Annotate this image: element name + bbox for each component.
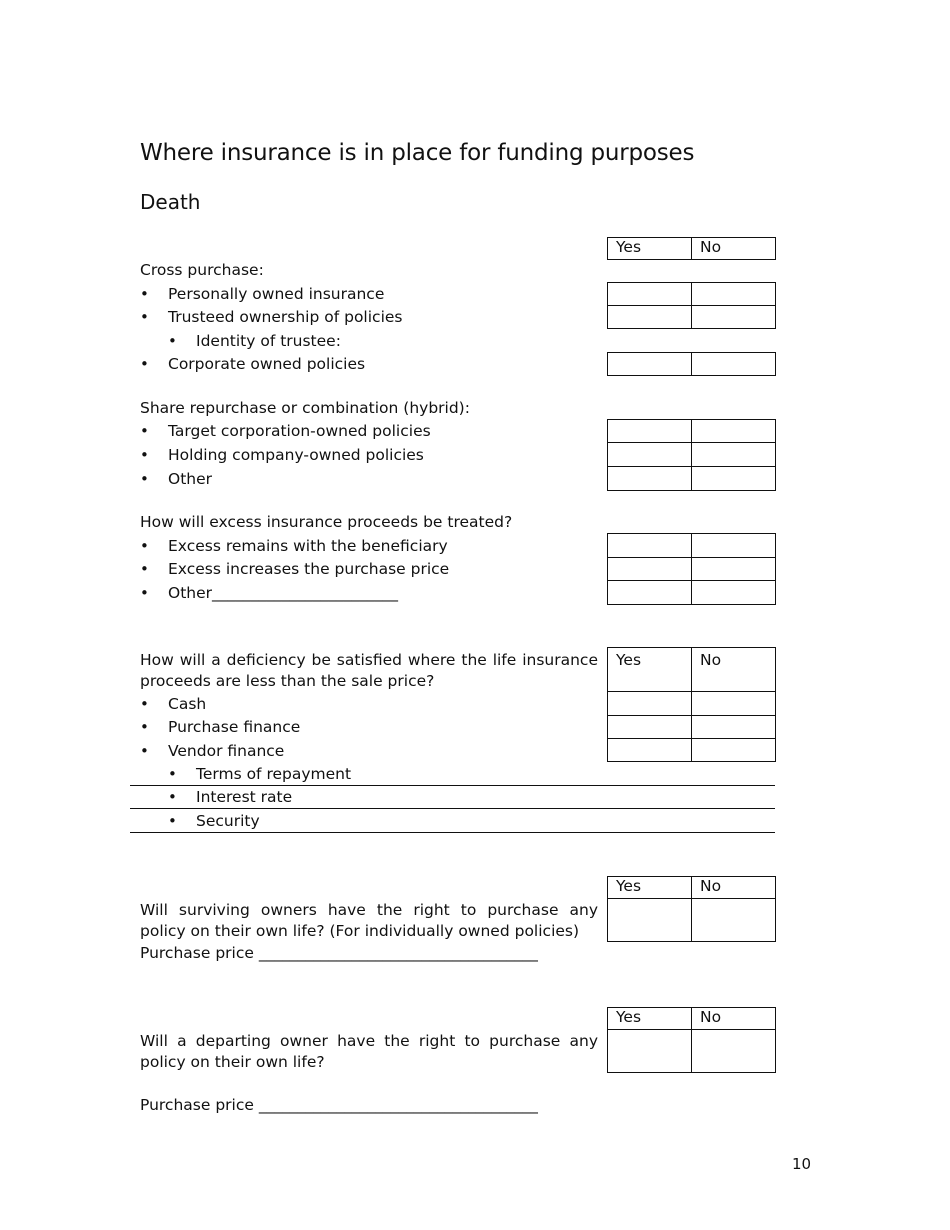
bullet: • — [140, 355, 149, 373]
bullet: • — [168, 332, 177, 350]
yes-checkbox[interactable] — [607, 691, 692, 716]
list-item: Identity of trustee: — [196, 332, 341, 350]
share-repurchase-title: Share repurchase or combination (hybrid): — [140, 399, 470, 417]
bullet: • — [168, 812, 177, 830]
page-title: Where insurance is in place for funding purposes — [140, 140, 695, 166]
list-item: Excess increases the purchase price — [168, 560, 450, 578]
yes-checkbox[interactable] — [607, 419, 692, 443]
page-number: 10 — [792, 1155, 812, 1173]
yes-checkbox[interactable] — [607, 352, 692, 376]
no-checkbox[interactable] — [691, 691, 776, 716]
list-item: Other — [168, 470, 213, 488]
yes-checkbox[interactable] — [607, 466, 692, 491]
no-checkbox[interactable] — [691, 580, 776, 605]
divider — [130, 785, 775, 786]
no-checkbox[interactable] — [691, 442, 776, 467]
yes-checkbox[interactable] — [607, 442, 692, 467]
header-yes: Yes — [607, 647, 692, 692]
yes-checkbox[interactable] — [607, 533, 692, 558]
purchase-price-field[interactable]: Purchase price ____________________________________ — [140, 1096, 538, 1114]
surviving-owners-question: Will surviving owners have the right to purchase any policy on their own life? (For individually owned policies) — [140, 901, 598, 940]
list-item: Cash — [168, 695, 207, 713]
bullet: • — [140, 695, 149, 713]
no-checkbox[interactable] — [691, 282, 776, 306]
no-checkbox[interactable] — [691, 1029, 776, 1073]
divider — [130, 808, 775, 809]
header-yes: Yes — [607, 237, 692, 260]
no-checkbox[interactable] — [691, 738, 776, 762]
yes-checkbox[interactable] — [607, 1029, 692, 1073]
bullet: • — [140, 742, 149, 760]
no-checkbox[interactable] — [691, 533, 776, 558]
yes-checkbox[interactable] — [607, 580, 692, 605]
bullet: • — [140, 285, 149, 303]
no-checkbox[interactable] — [691, 466, 776, 491]
list-item: Personally owned insurance — [168, 285, 385, 303]
bullet: • — [140, 446, 149, 464]
excess-title: How will excess insurance proceeds be treated? — [140, 513, 513, 531]
cross-purchase-title: Cross purchase: — [140, 261, 264, 279]
departing-owner-question: Will a departing owner have the right to purchase any policy on their own life? — [140, 1032, 598, 1071]
list-item: Target corporation-owned policies — [168, 422, 431, 440]
no-checkbox[interactable] — [691, 715, 776, 739]
no-checkbox[interactable] — [691, 305, 776, 329]
bullet: • — [140, 470, 149, 488]
header-no: No — [691, 1007, 776, 1030]
bullet: • — [140, 422, 149, 440]
list-item: Corporate owned policies — [168, 355, 366, 373]
list-item: Security — [196, 812, 260, 830]
yes-checkbox[interactable] — [607, 738, 692, 762]
bullet: • — [140, 584, 149, 602]
no-checkbox[interactable] — [691, 898, 776, 942]
bullet: • — [140, 308, 149, 326]
list-item: Vendor finance — [168, 742, 285, 760]
yes-checkbox[interactable] — [607, 282, 692, 306]
bullet: • — [140, 537, 149, 555]
bullet: • — [168, 788, 177, 806]
header-no: No — [691, 876, 776, 899]
header-yes: Yes — [607, 876, 692, 899]
section-title-death: Death — [140, 190, 201, 214]
list-item: Excess remains with the beneficiary — [168, 537, 448, 555]
list-item: Interest rate — [196, 788, 293, 806]
yes-checkbox[interactable] — [607, 715, 692, 739]
header-yes: Yes — [607, 1007, 692, 1030]
bullet: • — [168, 765, 177, 783]
list-item: Trusteed ownership of policies — [168, 308, 403, 326]
yes-checkbox[interactable] — [607, 898, 692, 942]
deficiency-title: How will a deficiency be satisfied where the life insurance proceeds are less than the sale price? — [140, 651, 598, 690]
list-item: Holding company-owned policies — [168, 446, 424, 464]
divider — [130, 832, 775, 833]
no-checkbox[interactable] — [691, 352, 776, 376]
list-item: Terms of repayment — [196, 765, 352, 783]
purchase-price-field[interactable]: Purchase price ____________________________________ — [140, 944, 538, 962]
no-checkbox[interactable] — [691, 419, 776, 443]
yes-checkbox[interactable] — [607, 305, 692, 329]
header-no: No — [691, 237, 776, 260]
bullet: • — [140, 718, 149, 736]
list-item: Purchase finance — [168, 718, 301, 736]
list-item: Other________________________ — [168, 584, 399, 602]
yes-checkbox[interactable] — [607, 557, 692, 581]
no-checkbox[interactable] — [691, 557, 776, 581]
header-no: No — [691, 647, 776, 692]
bullet: • — [140, 560, 149, 578]
